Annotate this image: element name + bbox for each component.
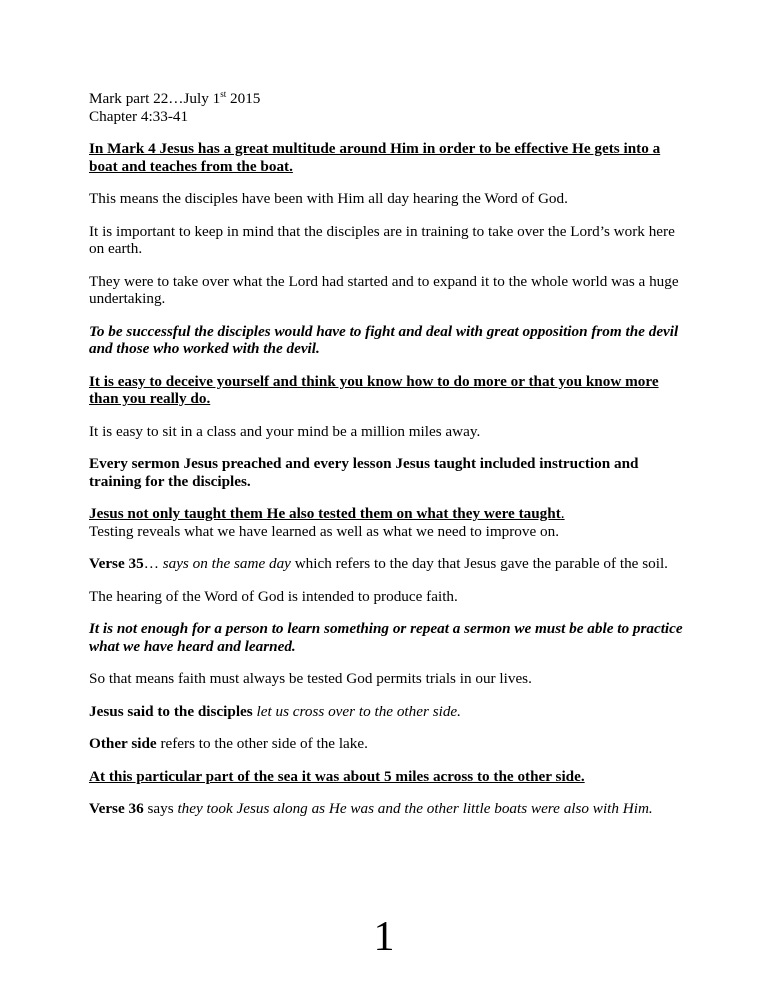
tested-heading: Jesus not only taught them He also tested them on what they were taught. xyxy=(89,505,565,522)
paragraph-produce-faith: The hearing of the Word of God is intended to produce faith. xyxy=(89,587,458,605)
paragraph-opposition: To be successful the disciples would have to fight and deal with great opposition from the devil and those who worked with the devil. xyxy=(89,322,679,357)
title-superscript: st xyxy=(220,88,227,99)
paragraph-five-miles: At this particular part of the sea it was about 5 miles across to the other side. xyxy=(89,767,585,785)
paragraph-practice: It is not enough for a person to learn something or repeat a sermon we must be able to practice what we have heard and learned. xyxy=(89,620,683,655)
paragraph-in-training: It is important to keep in mind that the disciples are in training to take over the Lord’s work here on earth. xyxy=(89,222,675,257)
page-number: 1 xyxy=(373,914,395,960)
paragraph-tested xyxy=(89,505,689,540)
chapter-reference: Chapter 4:33-41 xyxy=(89,107,189,125)
paragraph-cross-over: Jesus said to the disciples let us cross over to the other side. xyxy=(89,702,461,720)
paragraph-verse-36: Verse 36 says they took Jesus along as He was and the other little boats were also with Him. xyxy=(89,800,653,817)
paragraph-deceive-yourself: It is easy to deceive yourself and think you know how to do more or that you know more than you really do. xyxy=(89,372,659,407)
paragraph-verse-35: Verse 35… says on the same day which refers to the day that Jesus gave the parable of the soil. xyxy=(89,555,668,572)
testing-reveals: Testing reveals what we have learned as well as what we need to improve on. xyxy=(89,522,560,540)
paragraph-every-sermon: Every sermon Jesus preached and every lesson Jesus taught included instruction and training for the disciples. xyxy=(89,455,639,490)
document-body xyxy=(89,90,689,833)
paragraph-mind-away: It is easy to sit in a class and your mind be a million miles away. xyxy=(89,422,481,440)
document-header xyxy=(89,90,689,125)
paragraph-faith-tested: So that means faith must always be tested God permits trials in our lives. xyxy=(89,670,532,687)
paragraph-multitude: In Mark 4 Jesus has a great multitude around Him in order to be effective He gets into a boat and teaches from the boat. xyxy=(89,140,661,175)
paragraph-other-side: Other side refers to the other side of the lake. xyxy=(89,735,368,752)
document-title: Mark part 22…July 1st 2015 xyxy=(89,88,261,107)
paragraph-huge-undertaking: They were to take over what the Lord had started and to expand it to the whole world was a huge undertaking. xyxy=(89,272,679,307)
paragraph-disciples-all-day: This means the disciples have been with Him all day hearing the Word of God. xyxy=(89,190,568,207)
